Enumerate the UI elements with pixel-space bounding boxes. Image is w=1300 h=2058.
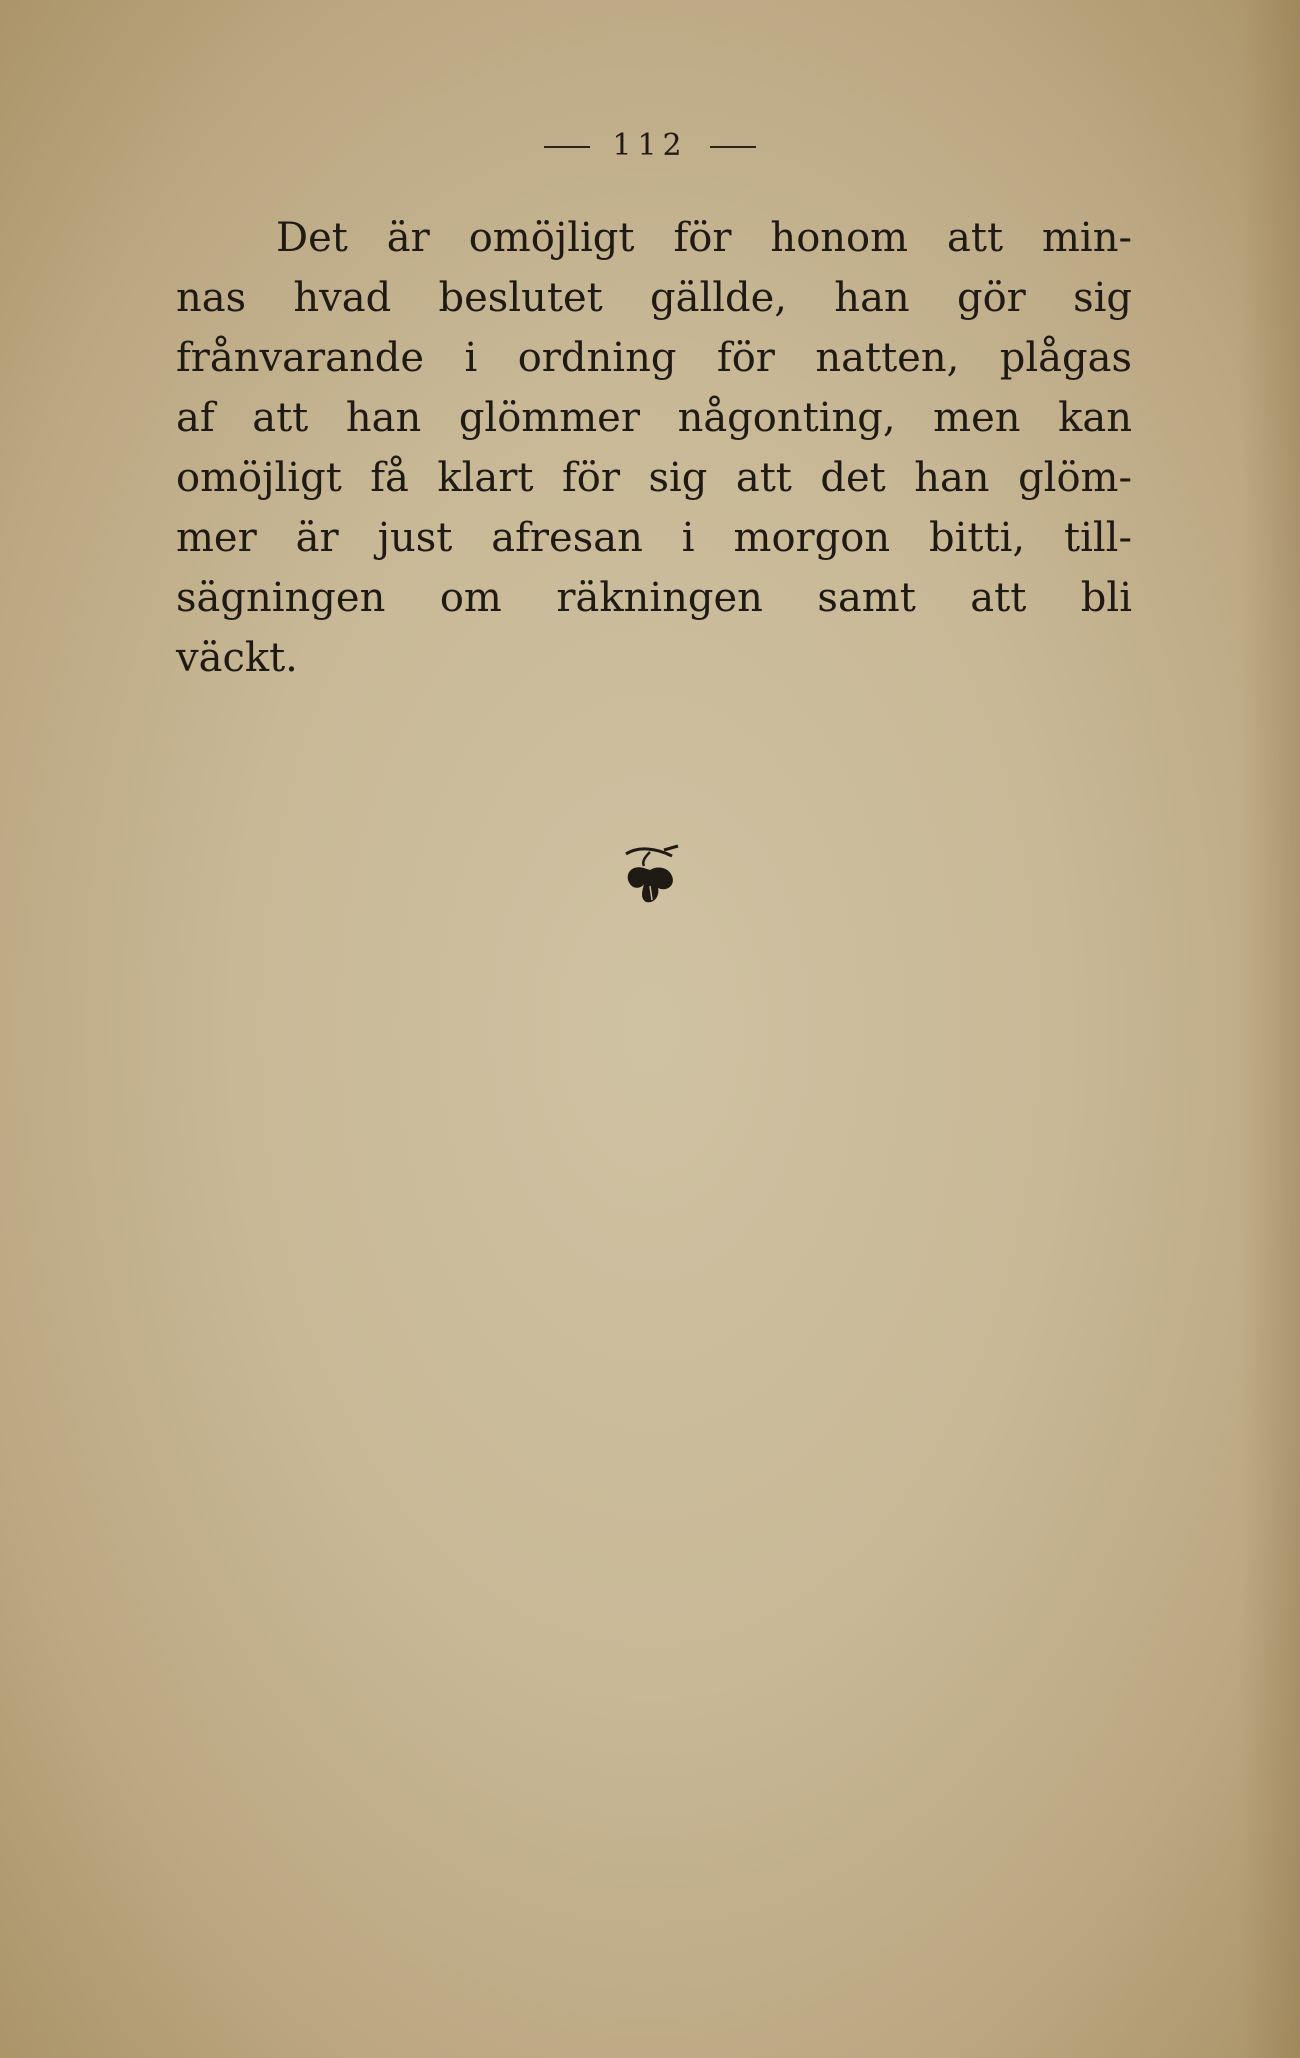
paragraph-line: Det är omöjligt för honom att min- [276,215,1132,261]
page-number [0,128,1300,163]
paragraph-line: frånvarande i ordning för natten, plågas [176,335,1132,381]
page-edge-shadow [1240,0,1300,2058]
page-number-dash-left [544,146,590,148]
paragraph-line: nas hvad beslutet gällde, han gör sig [176,275,1132,321]
paragraph-line: mer är just afresan i morgon bitti, till- [176,515,1132,561]
paragraph-line: väckt. [176,635,298,681]
leaf-fleuron-icon [620,842,690,912]
page-number-dash-right [710,146,756,148]
page-number-value: 112 [612,128,688,163]
paragraph [176,208,1132,688]
paragraph-line: omöjligt få klart för sig att det han glöm- [176,455,1132,501]
paragraph-line: sägningen om räkningen samt att bli [176,575,1132,621]
paragraph-line: af att han glömmer någonting, men kan [176,395,1132,441]
